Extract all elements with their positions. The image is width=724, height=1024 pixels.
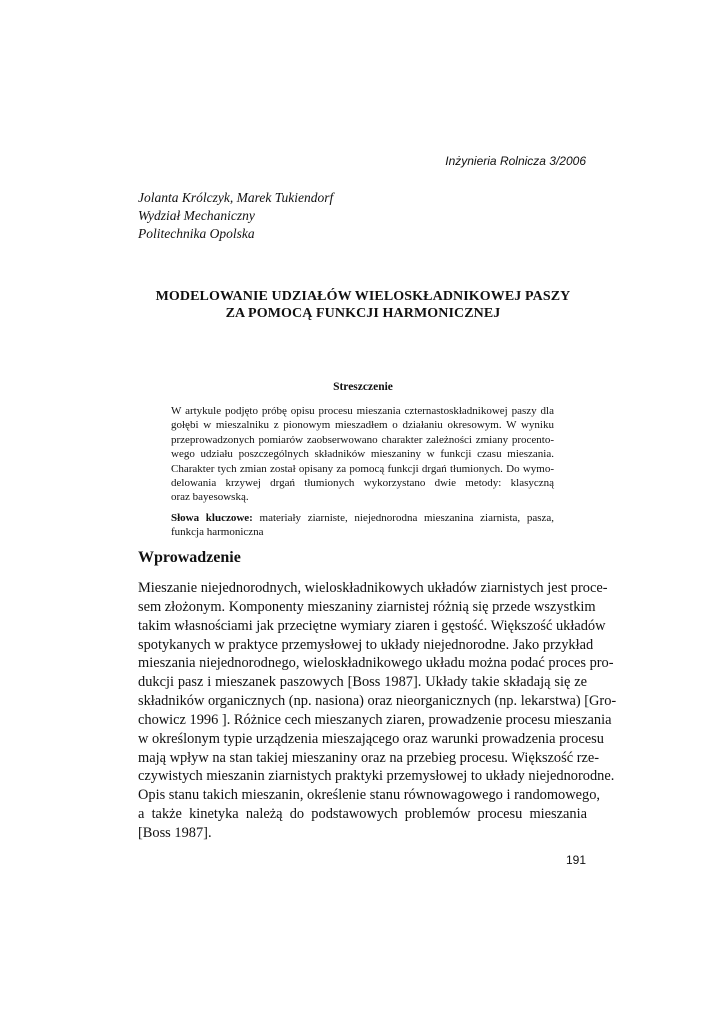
body-line: [Boss 1987]. bbox=[138, 824, 212, 841]
author-university: Politechnika Opolska bbox=[138, 226, 255, 241]
body-line: czywistych mieszanin ziarnistych praktyki przemysłowej to układy niejednorodne. bbox=[138, 768, 615, 785]
body-line: składników organicznych (np. nasiona) oraz nieorganicznych (np. lekarstwa) [Gro- bbox=[138, 693, 617, 710]
author-department: Wydział Mechaniczny bbox=[138, 208, 255, 223]
section-heading: Wprowadzenie bbox=[138, 549, 241, 566]
title-line: MODELOWANIE UDZIAŁÓW WIELOSKŁADNIKOWEJ PASZY bbox=[155, 289, 571, 304]
body-line: w określonym typie urządzenia mieszającego oraz warunki prowadzenia procesu bbox=[138, 730, 604, 747]
page-number: 191 bbox=[565, 853, 586, 867]
keywords-label: Słowa kluczowe: bbox=[171, 512, 253, 524]
body-line: Opis stanu takich mieszanin, określenie stanu równowagowego i randomowego, bbox=[138, 787, 600, 804]
keywords-line: funkcja harmoniczna bbox=[171, 526, 264, 539]
abstract-body bbox=[171, 404, 554, 505]
journal-header: Inżynieria Rolnicza 3/2006 bbox=[445, 154, 586, 168]
abstract-line: oraz bayesowską. bbox=[171, 491, 249, 504]
abstract-line: wego udziału poszczególnych składników mieszaniny w funkcji czasu mieszania. bbox=[171, 448, 554, 461]
body-line: spotykanych w praktyce przemysłowej to układy niejednorodne. Jako przykład bbox=[138, 636, 594, 653]
abstract-line: delowania krzywej drgań tłumionych wykorzystano dwie metody: klasyczną bbox=[171, 476, 554, 489]
body-line: a także kinetyka należą do podstawowych problemów procesu mieszania bbox=[138, 806, 587, 823]
abstract-heading: Streszczenie bbox=[333, 381, 393, 393]
section-body bbox=[138, 579, 617, 843]
author-block bbox=[138, 189, 333, 243]
body-line: Mieszanie niejednorodnych, wieloskładnikowych układów ziarnistych jest proce- bbox=[138, 580, 608, 596]
paper-title bbox=[138, 288, 588, 322]
body-line: sem złożonym. Komponenty mieszaniny ziarnistej różnią się przede wszystkim bbox=[138, 598, 596, 615]
body-line: chowicz 1996 ]. Różnice cech mieszanych ziaren, prowadzenie procesu mieszania bbox=[138, 711, 612, 728]
body-line: dukcji pasz i mieszanek paszowych [Boss 1987]. Układy takie składają się ze bbox=[138, 674, 587, 691]
keywords-line bbox=[171, 511, 554, 525]
abstract-line: Charakter tych zmian został opisany za pomocą funkcji drgań tłumionych. Do wymo- bbox=[171, 462, 554, 475]
body-line: mają wpływ na stan takiej mieszaniny oraz na przebieg procesu. Większość rze- bbox=[138, 749, 600, 766]
title-line: ZA POMOCĄ FUNKCJI HARMONICZNEJ bbox=[225, 306, 501, 321]
body-line: mieszania niejednorodnego, wieloskładnikowego układu można podać proces pro- bbox=[138, 655, 614, 672]
abstract-line: gołębi w mieszalniku z pionowym mieszadłem o działaniu okresowym. W wyniku bbox=[171, 419, 554, 432]
author-names: Jolanta Królczyk, Marek Tukiendorf bbox=[138, 190, 334, 205]
abstract-line: W artykule podjęto próbę opisu procesu mieszania czternastoskładnikowej paszy dla bbox=[171, 405, 554, 417]
abstract-line: przeprowadzonych pomiarów zaobserwowano charakter zależności zmiany procento- bbox=[171, 433, 554, 446]
keywords-block bbox=[171, 511, 554, 540]
body-line: takim własnościami jak przeciętne wymiary ziaren i gęstość. Większość układów bbox=[138, 617, 606, 634]
keywords-text: materiały ziarniste, niejednorodna mieszanina ziarnista, pasza, bbox=[259, 512, 554, 524]
